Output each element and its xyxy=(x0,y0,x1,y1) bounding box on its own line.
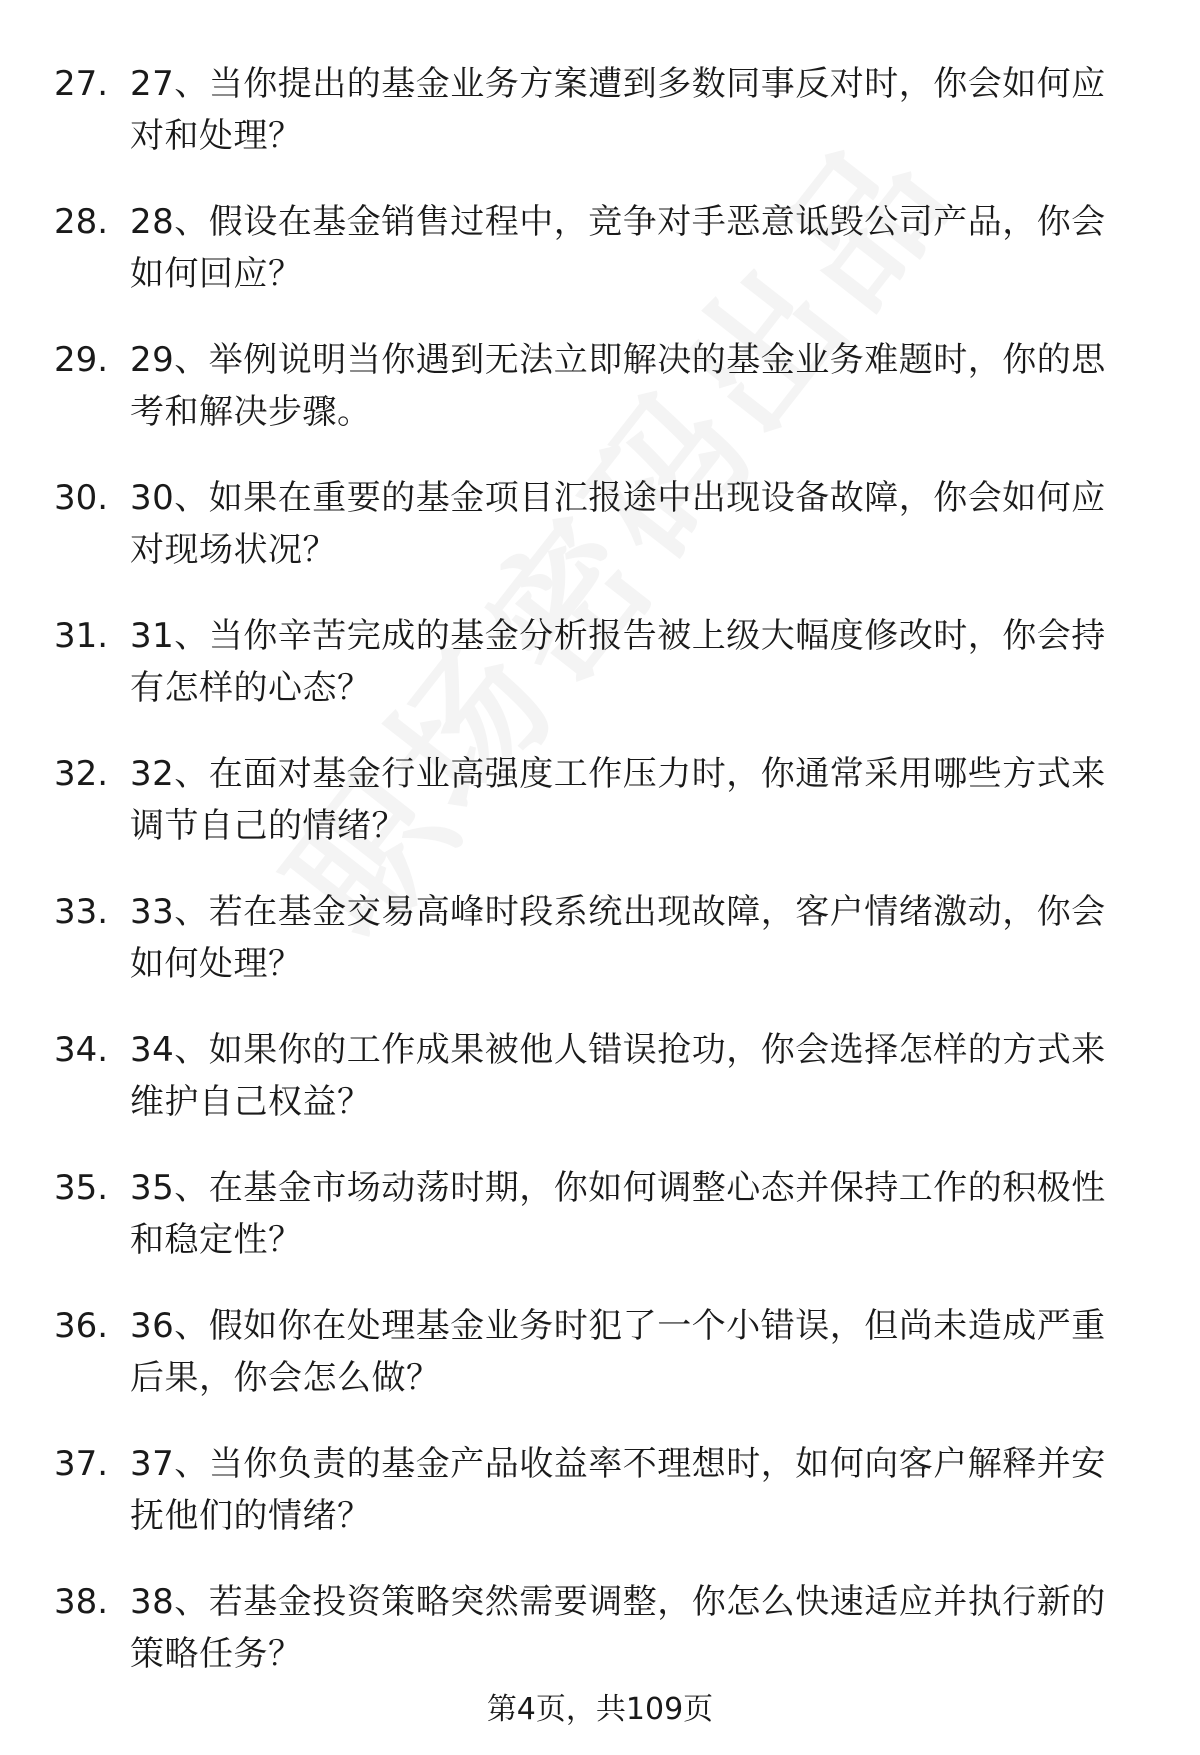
question-number: 35. xyxy=(54,1168,109,1208)
question-text: 31、当你辛苦完成的基金分析报告被上级大幅度修改时，你会持有怎样的心态？ xyxy=(130,616,1106,708)
question-text: 37、当你负责的基金产品收益率不理想时，如何向客户解释并安抚他们的情绪？ xyxy=(130,1444,1106,1536)
question-item-30 xyxy=(0,472,1200,610)
question-number: 32. xyxy=(54,754,109,794)
question-item-27 xyxy=(0,58,1200,196)
question-list xyxy=(0,58,1200,1714)
question-text: 27、当你提出的基金业务方案遭到多数同事反对时，你会如何应对和处理？ xyxy=(130,64,1106,156)
question-number: 28. xyxy=(54,202,109,242)
question-item-28 xyxy=(0,196,1200,334)
question-item-33 xyxy=(0,886,1200,1024)
question-number: 33. xyxy=(54,892,109,932)
page-footer: 第4页，共109页 xyxy=(486,1692,714,1727)
question-item-31 xyxy=(0,610,1200,748)
question-item-32 xyxy=(0,748,1200,886)
question-text: 32、在面对基金行业高强度工作压力时，你通常采用哪些方式来调节自己的情绪？ xyxy=(130,754,1106,846)
question-text: 38、若基金投资策略突然需要调整，你怎么快速适应并执行新的策略任务？ xyxy=(130,1582,1106,1674)
question-item-35 xyxy=(0,1162,1200,1300)
question-text: 34、如果你的工作成果被他人错误抢功，你会选择怎样的方式来维护自己权益？ xyxy=(130,1030,1106,1122)
question-item-29 xyxy=(0,334,1200,472)
question-number: 38. xyxy=(54,1582,109,1622)
question-item-37 xyxy=(0,1438,1200,1576)
question-number: 34. xyxy=(54,1030,109,1070)
question-text: 28、假设在基金销售过程中，竞争对手恶意诋毁公司产品，你会如何回应？ xyxy=(130,202,1106,294)
question-number: 31. xyxy=(54,616,109,656)
question-text: 36、假如你在处理基金业务时犯了一个小错误，但尚未造成严重后果，你会怎么做？ xyxy=(130,1306,1106,1398)
question-text: 35、在基金市场动荡时期，你如何调整心态并保持工作的积极性和稳定性？ xyxy=(130,1168,1106,1260)
question-text: 30、如果在重要的基金项目汇报途中出现设备故障，你会如何应对现场状况？ xyxy=(130,478,1106,570)
question-text: 33、若在基金交易高峰时段系统出现故障，客户情绪激动，你会如何处理？ xyxy=(130,892,1106,984)
question-text: 29、举例说明当你遇到无法立即解决的基金业务难题时，你的思考和解决步骤。 xyxy=(130,340,1106,432)
question-number: 36. xyxy=(54,1306,109,1346)
question-number: 37. xyxy=(54,1444,109,1484)
question-number: 29. xyxy=(54,340,109,380)
question-number: 30. xyxy=(54,478,109,518)
question-item-36 xyxy=(0,1300,1200,1438)
question-item-34 xyxy=(0,1024,1200,1162)
question-number: 27. xyxy=(54,64,109,104)
